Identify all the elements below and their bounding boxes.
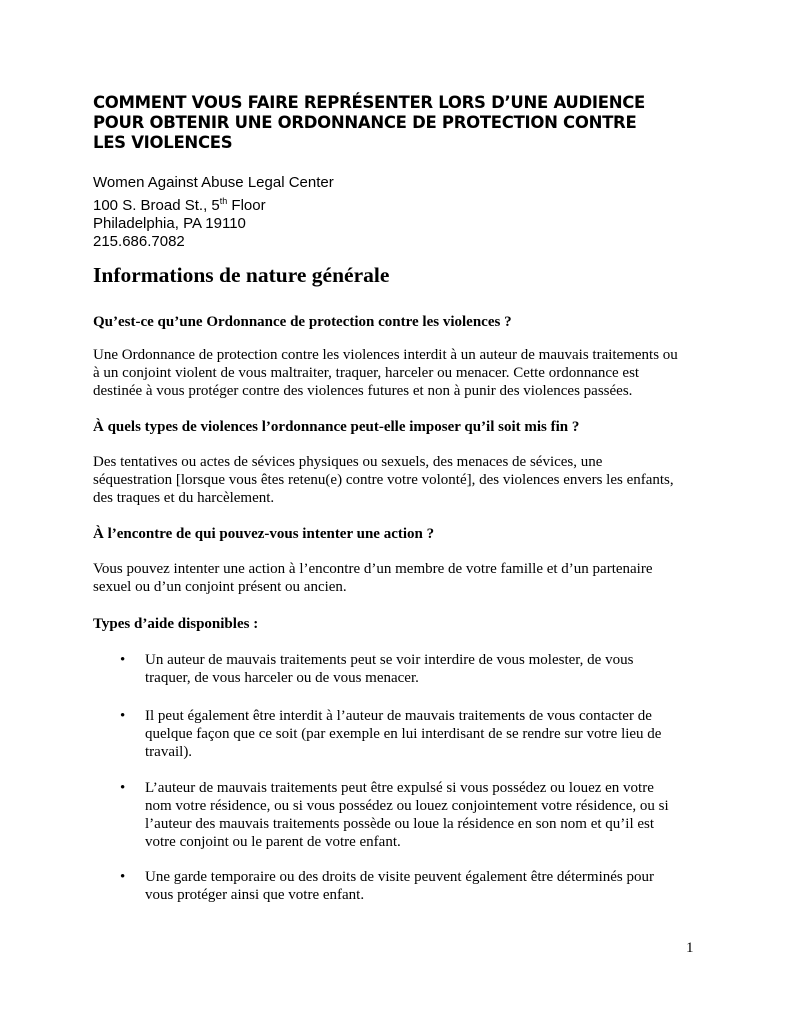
- bullet-icon: •: [120, 869, 126, 885]
- text-line: votre conjoint ou le parent de votre enfant.: [145, 834, 401, 850]
- street-text: 100 S. Broad St., 5: [93, 197, 220, 214]
- text-line: Une Ordonnance de protection contre les violences interdit à un auteur de mauvais traitements ou: [93, 347, 678, 363]
- org-name: Women Against Abuse Legal Center: [93, 174, 334, 191]
- text-line: Un auteur de mauvais traitements peut se voir interdire de vous molester, de vous: [145, 652, 634, 668]
- text-line: nom votre résidence, ou si vous possédez ou louez conjointement votre résidence, ou si: [145, 798, 669, 814]
- question-heading: Qu’est-ce qu’une Ordonnance de protection contre les violences ?: [93, 314, 512, 330]
- paragraph: [93, 453, 674, 507]
- text-line: sexuel ou d’un conjoint présent ou ancien.: [93, 579, 347, 595]
- city: Philadelphia, PA 19110: [93, 215, 246, 232]
- title-line: POUR OBTENIR UNE ORDONNANCE DE PROTECTION CONTRE: [93, 113, 637, 132]
- bullet-icon: •: [120, 652, 126, 668]
- paragraph: [93, 346, 678, 400]
- bullet-icon: •: [120, 708, 126, 724]
- text-line: à un conjoint violent de vous maltraiter, traquer, harceler ou menacer. Cette ordonnance est: [93, 365, 640, 381]
- title-line: LES VIOLENCES: [93, 133, 233, 152]
- text-line: destinée à vous protéger contre des violences futures et non à punir des violences passées.: [93, 383, 633, 399]
- text-line: Il peut également être interdit à l’auteur de mauvais traitements de vous contacter de: [145, 708, 652, 724]
- street: [93, 192, 334, 215]
- paragraph: [93, 560, 653, 596]
- list-item: [120, 651, 633, 687]
- section-heading: Informations de nature générale: [93, 263, 390, 287]
- text-line: Des tentatives ou actes de sévices physiques ou sexuels, des menaces de sévices, une: [93, 454, 603, 470]
- title-line: COMMENT VOUS FAIRE REPRÉSENTER LORS D’UNE AUDIENCE: [93, 93, 646, 112]
- question-heading: Types d’aide disponibles :: [93, 616, 259, 632]
- street-floor: Floor: [227, 197, 266, 214]
- list-item: [120, 707, 661, 761]
- address-block: [93, 174, 334, 251]
- text-line: séquestration [lorsque vous êtes retenu(e) contre votre volonté], des violences envers les enfants,: [93, 472, 674, 488]
- text-line: vous protéger ainsi que votre enfant.: [145, 887, 365, 903]
- list-item: [120, 868, 654, 904]
- text-line: l’auteur des mauvais traitements possède ou loue la résidence en son nom et qu’il est: [145, 816, 655, 832]
- question-heading: À l’encontre de qui pouvez-vous intenter une action ?: [93, 526, 435, 542]
- text-line: Une garde temporaire ou des droits de visite peuvent également être déterminés pour: [145, 869, 654, 885]
- page-number: 1: [686, 940, 694, 956]
- phone: 215.686.7082: [93, 233, 185, 250]
- list-item: [120, 779, 669, 851]
- bullet-icon: •: [120, 780, 126, 796]
- question-heading: À quels types de violences l’ordonnance peut-elle imposer qu’il soit mis fin ?: [93, 419, 580, 435]
- street-sup: th: [219, 196, 228, 206]
- text-line: traquer, de vous harceler ou de vous menacer.: [145, 670, 419, 686]
- text-line: quelque façon que ce soit (par exemple en lui interdisant de se rendre sur votre lieu de: [145, 726, 662, 742]
- text-line: L’auteur de mauvais traitements peut être expulsé si vous possédez ou louez en votre: [145, 780, 654, 796]
- text-line: travail).: [145, 744, 193, 760]
- text-line: des traques et du harcèlement.: [93, 490, 275, 506]
- document-title: [93, 93, 645, 153]
- text-line: Vous pouvez intenter une action à l’encontre d’un membre de votre famille et d’un partenaire: [93, 561, 653, 577]
